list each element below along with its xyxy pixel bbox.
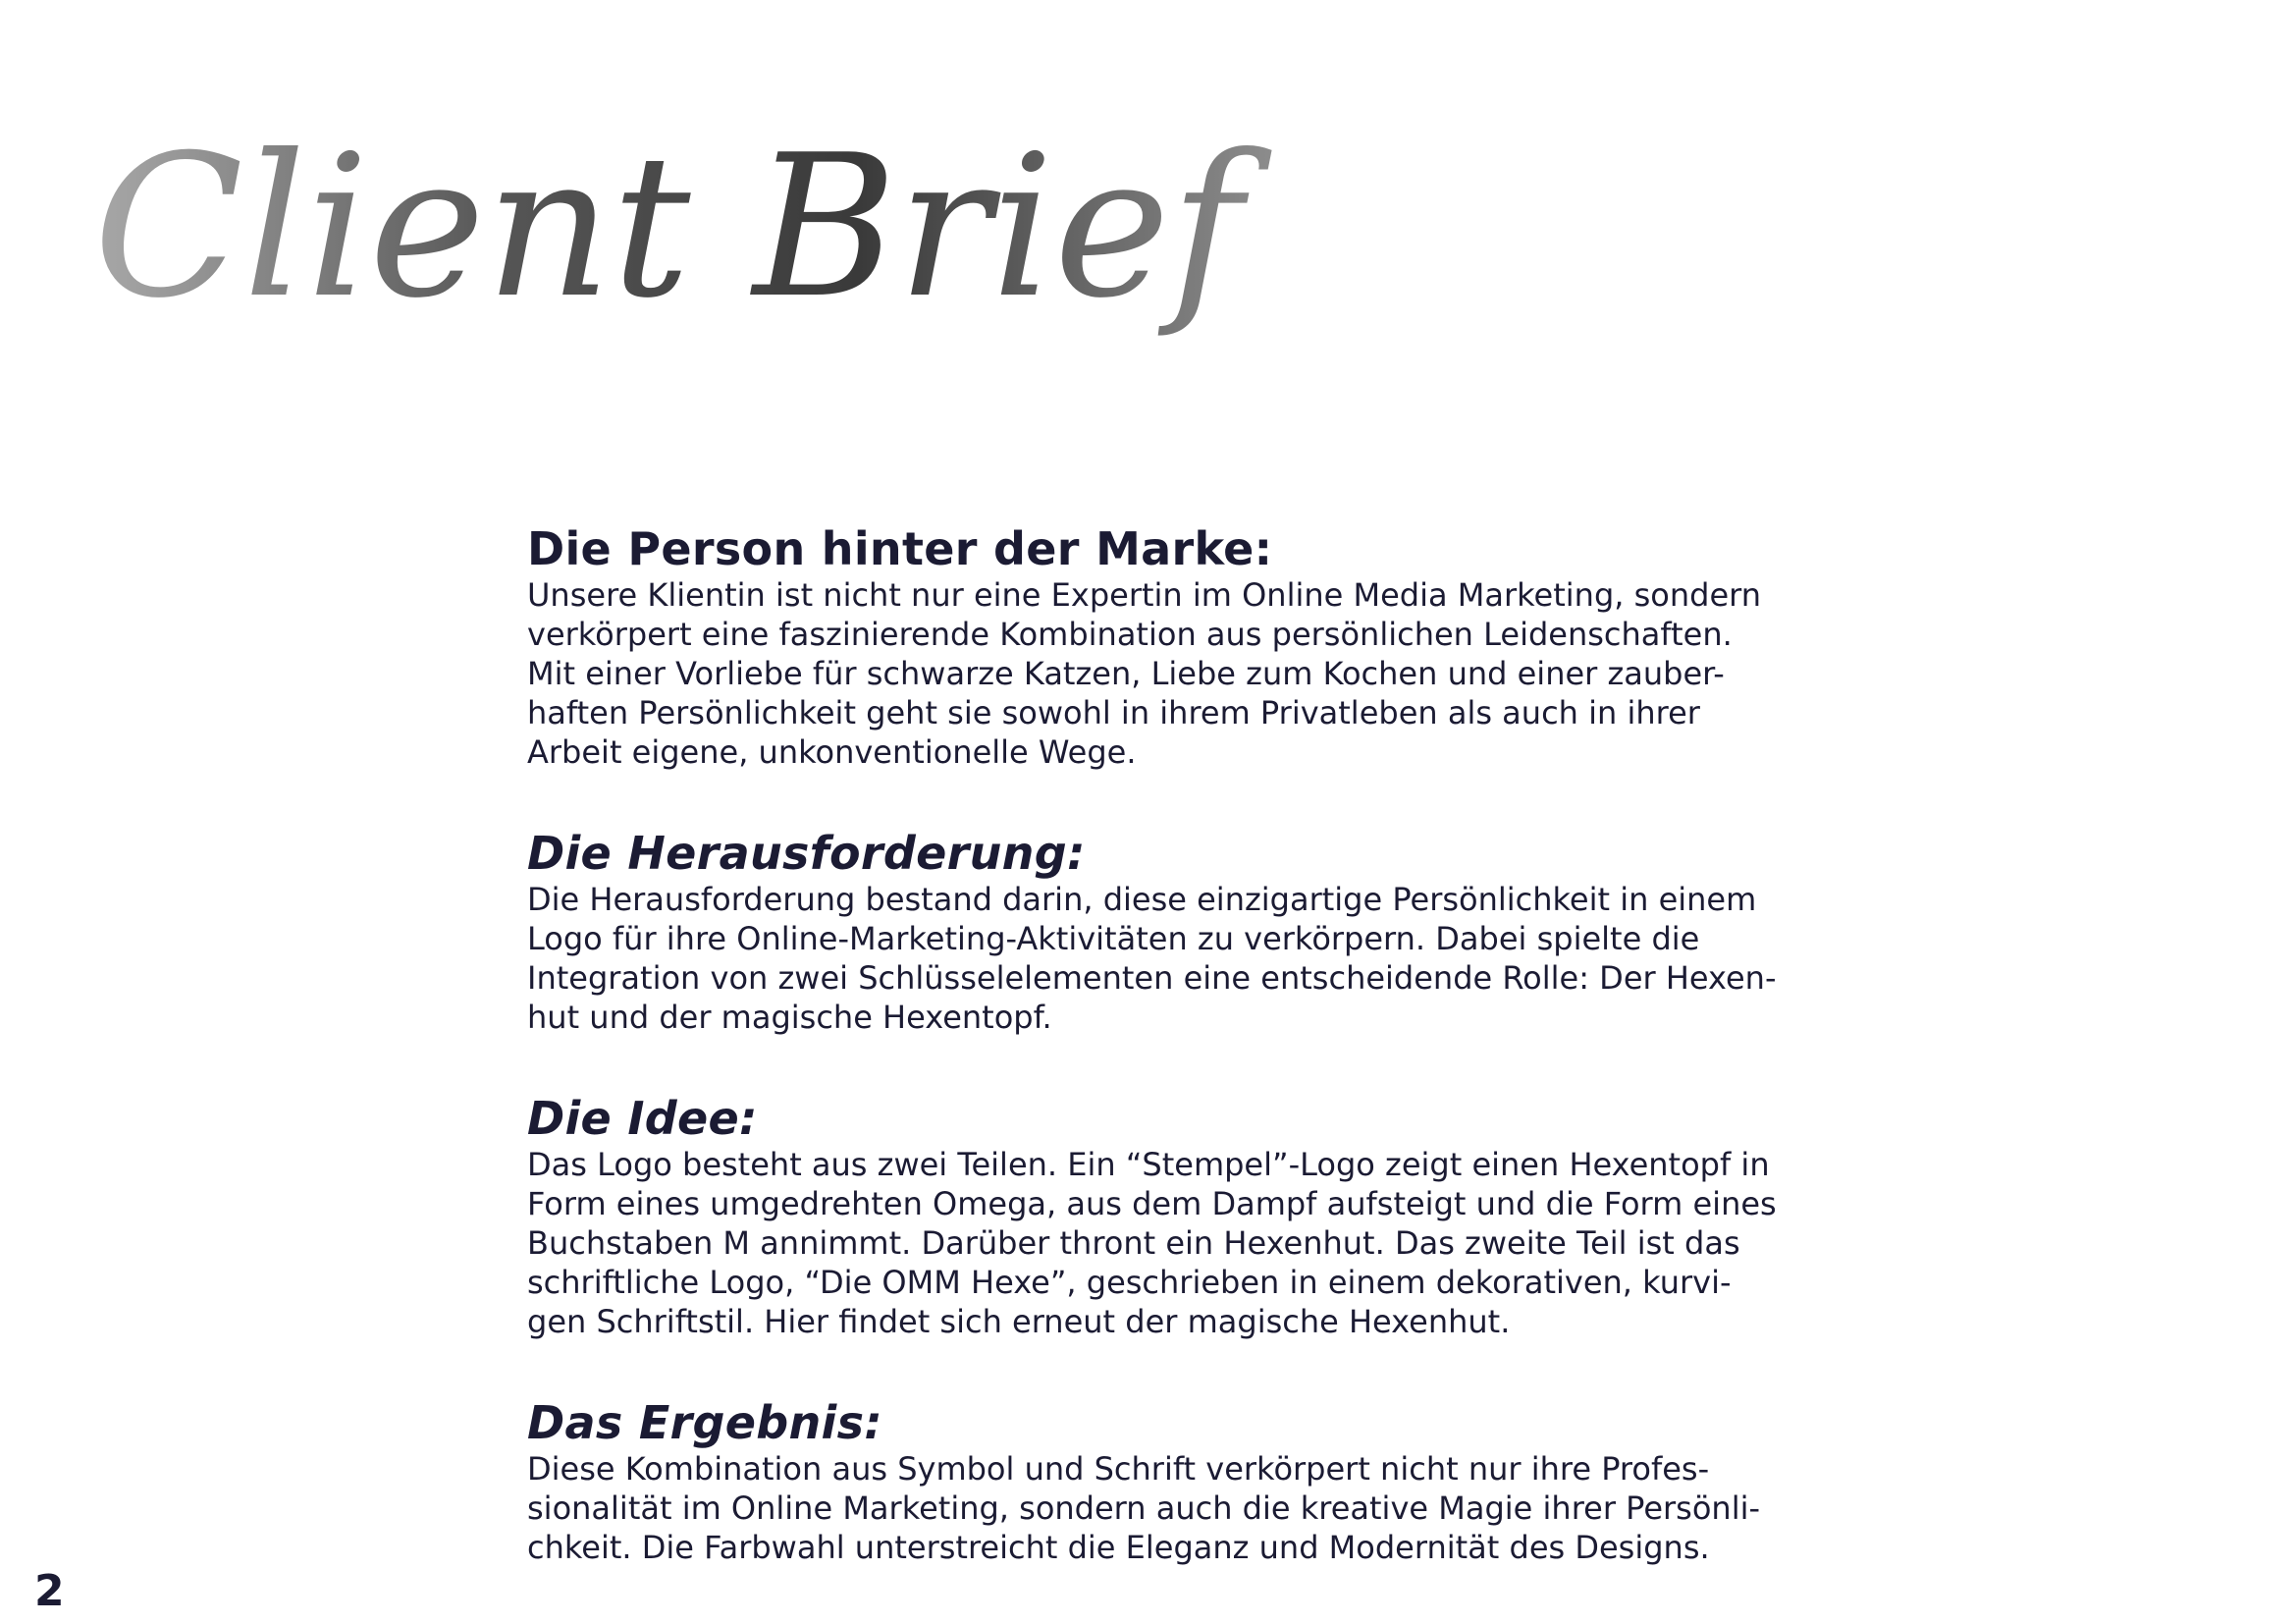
section-idea [527,1092,1803,1341]
paragraph-line: Logo für ihre Online-Marketing-Aktivitäten zu verkörpern. Dabei spielte die [527,920,1700,957]
page-number: 2 [34,1566,65,1616]
paragraph-line: Mit einer Vorliebe für schwarze Katzen, Liebe zum Kochen und einer zauber- [527,655,1725,692]
paragraph-line: Arbeit eigene, unkonventionelle Wege. [527,733,1137,771]
section-paragraph [527,575,1803,772]
paragraph-line: hut und der magische Hexentopf. [527,999,1052,1036]
paragraph-line: gen Schriftstil. Hier findet sich erneut der magische Hexenhut. [527,1303,1511,1340]
paragraph-line: haften Persönlichkeit geht sie sowohl in ihrem Privatleben als auch in ihrer [527,694,1700,731]
paragraph-line: verkörpert eine faszinierende Kombination aus persönlichen Leidenschaften. [527,616,1733,653]
section-challenge [527,827,1803,1037]
section-paragraph [527,880,1803,1037]
paragraph-line: Diese Kombination aus Symbol und Schrift verkörpert nicht nur ihre Profes- [527,1450,1710,1488]
page-title [93,108,1243,363]
section-person [527,522,1803,772]
paragraph-line: chkeit. Die Farbwahl unterstreicht die Eleganz und Modernität des Designs. [527,1529,1710,1566]
section-heading: Die Idee: [527,1092,758,1145]
paragraph-line: sionalität im Online Marketing, sondern auch die kreative Magie ihrer Persönli- [527,1489,1761,1527]
brief-content [527,522,1803,1567]
section-result [527,1396,1803,1567]
title-text: Client Brief [93,113,1243,342]
paragraph-line: Die Herausforderung bestand darin, diese einzigartige Persönlichkeit in einem [527,881,1757,918]
paragraph-line: Unsere Klientin ist nicht nur eine Expertin im Online Media Marketing, sondern [527,576,1761,614]
paragraph-line: Form eines umgedrehten Omega, aus dem Dampf aufsteigt und die Form eines [527,1185,1777,1222]
paragraph-line: Integration von zwei Schlüsselelementen eine entscheidende Rolle: Der Hexen- [527,959,1777,997]
title-lettering [93,108,1243,363]
paragraph-line: Buchstaben M annimmt. Darüber thront ein Hexenhut. Das zweite Teil ist das [527,1224,1740,1262]
paragraph-line: schriftliche Logo, “Die OMM Hexe”, geschrieben in einem dekorativen, kurvi- [527,1264,1732,1301]
section-paragraph [527,1145,1803,1341]
paragraph-line: Das Logo besteht aus zwei Teilen. Ein “Stempel”-Logo zeigt einen Hexentopf in [527,1146,1770,1183]
section-heading: Die Herausforderung: [527,827,1086,880]
section-paragraph [527,1449,1803,1567]
section-heading: Die Person hinter der Marke: [527,522,1273,575]
section-heading: Das Ergebnis: [527,1396,882,1449]
